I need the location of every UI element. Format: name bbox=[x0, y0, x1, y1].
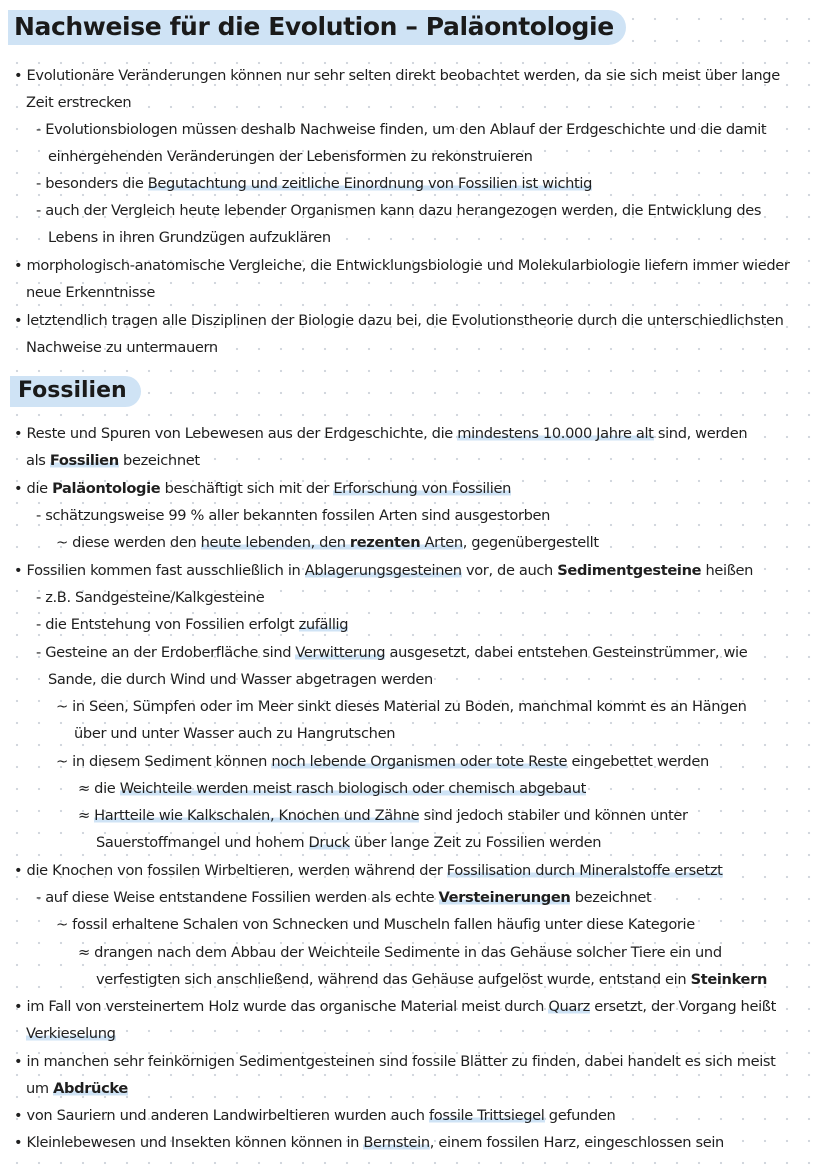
text: bezeichnet bbox=[570, 889, 652, 906]
highlight: Begutachtung und zeitliche Einordnung von Fossilien ist wichtig bbox=[147, 175, 593, 192]
fossil-bullet-2 bbox=[14, 479, 511, 499]
fossil-sub-3-1: - z.B. Sandgesteine/Kalkgesteine bbox=[36, 589, 265, 606]
bold-term: Abdrücke bbox=[53, 1080, 128, 1097]
fossil-bullet-3 bbox=[14, 561, 753, 581]
text: - besonders die bbox=[36, 175, 148, 192]
fossil-bullet-1-cont bbox=[26, 451, 200, 471]
fossil-bullet-5-cont bbox=[26, 1024, 116, 1044]
intro-sub-2 bbox=[36, 174, 592, 194]
bold-term: Fossilien bbox=[49, 452, 119, 469]
fossil-sub-3-3-1: ~ in Seen, Sümpfen oder im Meer sinkt dieses Material zu Boden, manchmal kommt es an Hängen bbox=[56, 698, 747, 715]
highlight: Verkieselung bbox=[26, 1025, 116, 1042]
text: , gegenübergestellt bbox=[462, 534, 599, 551]
text: ~ diese werden den bbox=[56, 534, 201, 551]
highlight: Erforschung von Fossilien bbox=[333, 480, 511, 497]
highlight: Hartteile wie Kalkschalen, Knochen und Zähne bbox=[94, 807, 420, 824]
text: ≈ die bbox=[78, 780, 120, 797]
intro-bullet-3: • letztendlich tragen alle Disziplinen der Biologie dazu bei, die Evolutionstheorie durch die unterschiedlichsten bbox=[14, 312, 784, 329]
fossil-sub-3-3-cont: Sande, die durch Wind und Wasser abgetragen werden bbox=[48, 671, 433, 688]
text: um bbox=[26, 1080, 54, 1097]
text: • Reste und Spuren von Lebewesen aus der Erdgeschichte, die bbox=[14, 425, 458, 442]
text: ersetzt, der Vorgang heißt bbox=[589, 998, 776, 1015]
text: Sauerstoffmangel und hohem bbox=[96, 834, 309, 851]
fossil-bullet-4 bbox=[14, 861, 723, 881]
text: gefunden bbox=[544, 1107, 616, 1124]
highlight: noch lebende Organismen oder tote Reste bbox=[271, 753, 568, 770]
fossil-sub-3-3 bbox=[36, 643, 747, 663]
highlight: Bernstein bbox=[363, 1134, 430, 1151]
text: - auf diese Weise entstandene Fossilien werden als echte bbox=[36, 889, 439, 906]
text: heißen bbox=[701, 562, 754, 579]
intro-sub-1-cont: einhergehenden Veränderungen der Lebensformen zu rekonstruieren bbox=[48, 148, 533, 165]
fossil-sub-4-1-1: ~ fossil erhaltene Schalen von Schnecken und Muscheln fallen häufig unter diese Kategorie bbox=[56, 916, 695, 933]
highlight: mindestens 10.000 Jahre alt bbox=[457, 425, 654, 442]
title-banner bbox=[8, 10, 626, 45]
highlight: Weichteile werden meist rasch biologisch oder chemisch abgebaut bbox=[119, 780, 586, 797]
highlight: Ablagerungsgesteinen bbox=[304, 562, 462, 579]
fossil-sub-2-1-1 bbox=[56, 533, 599, 553]
fossil-sub-3-2 bbox=[36, 615, 348, 635]
text: ~ in diesem Sediment können bbox=[56, 753, 272, 770]
text: über lange Zeit zu Fossilien werden bbox=[349, 834, 602, 851]
text: beschäftigt sich mit der bbox=[160, 480, 334, 497]
fossil-sub-4-1 bbox=[36, 888, 651, 908]
text: sind jedoch stabiler und können unter bbox=[419, 807, 688, 824]
section-heading: Fossilien bbox=[10, 376, 141, 407]
bold-term: rezenten bbox=[349, 534, 421, 551]
fossil-sub-3-3-1-cont: über und unter Wasser auch zu Hangrutschen bbox=[74, 725, 396, 742]
fossil-bullet-5 bbox=[14, 997, 776, 1017]
text: • von Sauriern und anderen Landwirbeltieren wurden auch bbox=[14, 1107, 429, 1124]
fossil-bullet-7 bbox=[14, 1106, 615, 1126]
bold-term: Steinkern bbox=[690, 971, 767, 988]
text: eingebettet werden bbox=[567, 753, 709, 770]
highlight: Fossilisation durch Mineralstoffe ersetzt bbox=[446, 862, 723, 879]
text: vor, de auch bbox=[461, 562, 558, 579]
fossil-sub-2-1: - schätzungsweise 99 % aller bekannten fossilen Arten sind ausgestorben bbox=[36, 507, 551, 524]
fossil-bullet-1 bbox=[14, 424, 747, 444]
fossil-sub-4-1-1-1: ≈ drangen nach dem Abbau der Weichteile Sedimente in das Gehäuse solcher Tiere ein und bbox=[78, 944, 722, 961]
text: ≈ bbox=[78, 807, 95, 824]
section-banner bbox=[10, 376, 141, 407]
highlight: Druck bbox=[308, 834, 350, 851]
intro-bullet-2: • morphologisch-anatomische Vergleiche, die Entwicklungsbiologie und Molekularbiologie liefern immer wieder bbox=[14, 257, 790, 274]
intro-bullet-1-cont: Zeit erstrecken bbox=[26, 94, 132, 111]
intro-sub-3-cont: Lebens in ihren Grundzügen aufzuklären bbox=[48, 229, 331, 246]
text: verfestigten sich anschließend, während das Gehäuse aufgelöst wurde, entstand ein bbox=[96, 971, 691, 988]
intro-bullet-2-cont: neue Erkenntnisse bbox=[26, 284, 155, 301]
intro-sub-1: - Evolutionsbiologen müssen deshalb Nachweise finden, um den Ablauf der Erdgeschichte und die damit bbox=[36, 121, 767, 138]
text: , einem fossilen Harz, eingeschlossen sein bbox=[429, 1134, 724, 1151]
text: als bbox=[26, 452, 50, 469]
fossil-bullet-8 bbox=[14, 1133, 724, 1153]
fossil-bullet-6-cont bbox=[26, 1079, 128, 1099]
text: • die Knochen von fossilen Wirbeltieren, werden während der bbox=[14, 862, 447, 879]
bold-term: Versteinerungen bbox=[438, 889, 571, 906]
highlight: Quarz bbox=[548, 998, 590, 1015]
intro-bullet-3-cont: Nachweise zu untermauern bbox=[26, 339, 218, 356]
highlight: Arten bbox=[420, 534, 463, 551]
text: sind, werden bbox=[653, 425, 748, 442]
fossil-sub-4-1-1-1-cont bbox=[96, 970, 767, 990]
intro-bullet-1: • Evolutionäre Veränderungen können nur sehr selten direkt beobachtet werden, da sie sich meist über lange bbox=[14, 67, 780, 84]
highlight: fossile Trittsiegel bbox=[428, 1107, 545, 1124]
text: • im Fall von versteinertem Holz wurde das organische Material meist durch bbox=[14, 998, 549, 1015]
intro-sub-3: - auch der Vergleich heute lebender Organismen kann dazu herangezogen werden, die Entwicklung des bbox=[36, 202, 762, 219]
fossil-sub-3-3-2-1 bbox=[78, 779, 586, 799]
page-title: Nachweise für die Evolution – Paläontologie bbox=[8, 10, 626, 45]
text: ausgesetzt, dabei entstehen Gesteinstrümmer, wie bbox=[385, 644, 748, 661]
text: - die Entstehung von Fossilien erfolgt bbox=[36, 616, 299, 633]
fossil-sub-3-3-2-2 bbox=[78, 806, 688, 826]
bold-term: Paläontologie bbox=[52, 480, 161, 497]
text: • Kleinlebewesen und Insekten können können in bbox=[14, 1134, 364, 1151]
bold-term: Sedimentgesteine bbox=[557, 562, 702, 579]
text: • die bbox=[14, 480, 53, 497]
fossil-sub-3-3-2-2-cont bbox=[96, 833, 601, 853]
fossil-sub-3-3-2 bbox=[56, 752, 709, 772]
highlight: heute lebenden, den bbox=[200, 534, 350, 551]
fossil-bullet-6: • in manchen sehr feinkörnigen Sedimentgesteinen sind fossile Blätter zu finden, dabei handelt es sich meist bbox=[14, 1053, 776, 1070]
text: • Fossilien kommen fast ausschließlich in bbox=[14, 562, 305, 579]
text: - Gesteine an der Erdoberfläche sind bbox=[36, 644, 296, 661]
highlight: Verwitterung bbox=[295, 644, 386, 661]
highlight: zufällig bbox=[298, 616, 349, 633]
text: bezeichnet bbox=[118, 452, 200, 469]
